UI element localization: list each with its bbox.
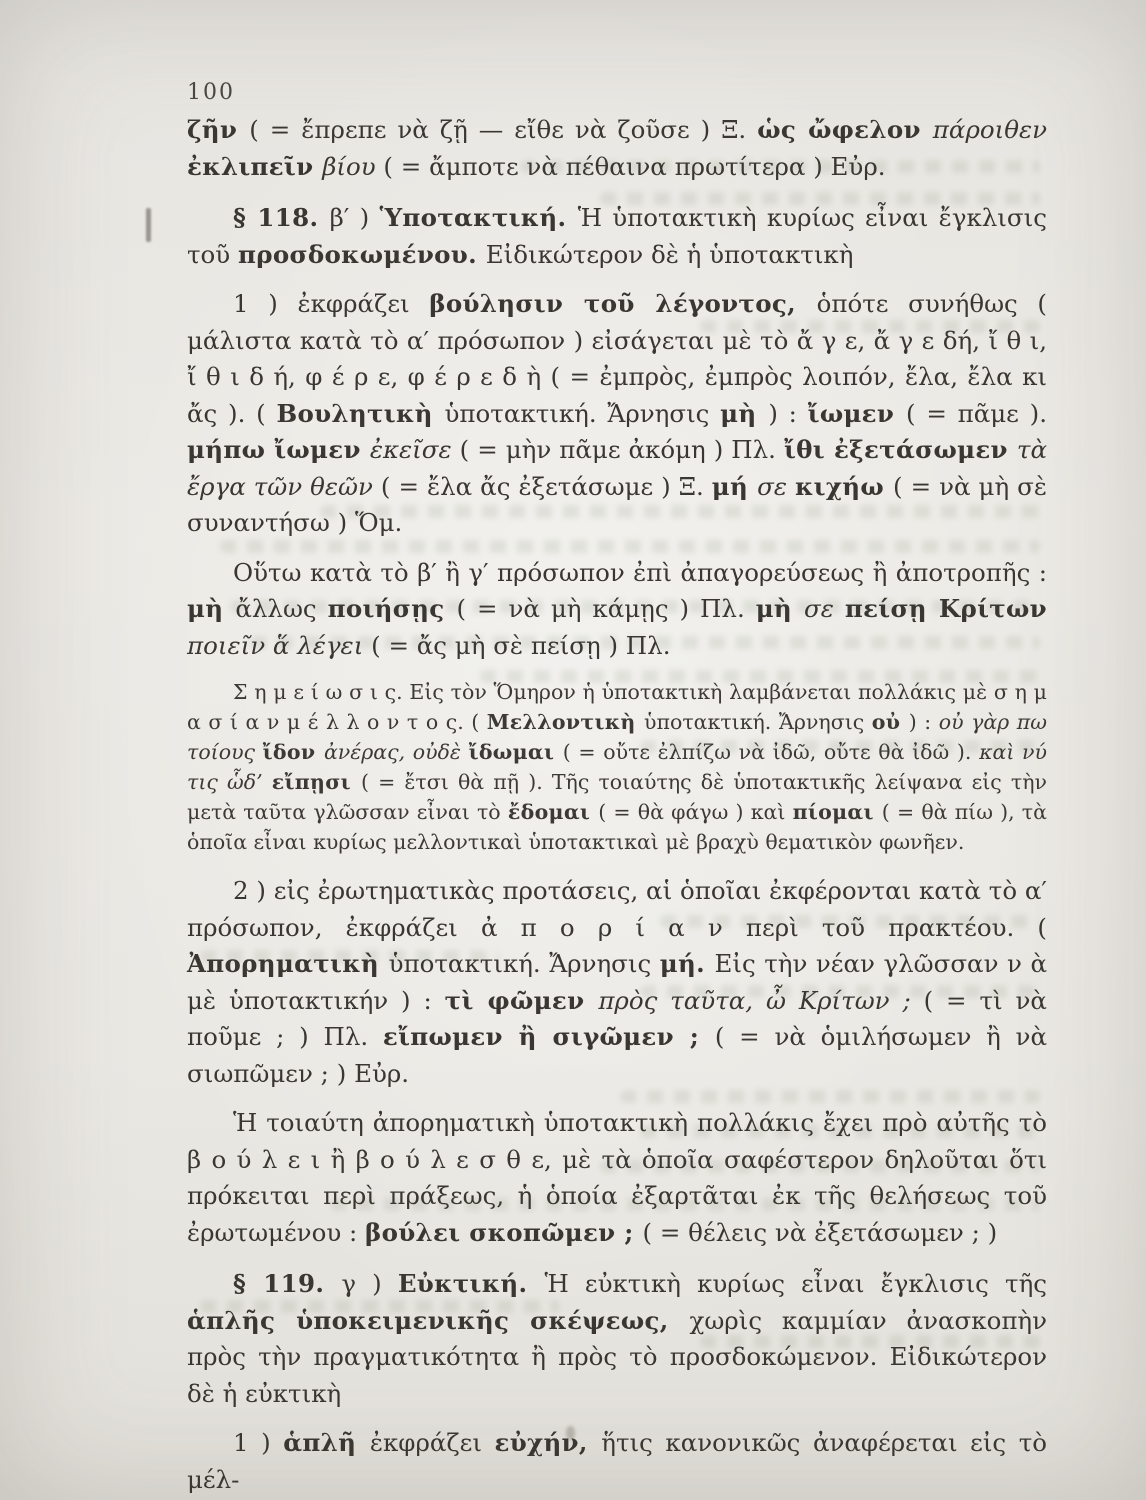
text-run: ἐκλιπεῖν [187,151,323,181]
text-run: προσδοκωμένου. [238,239,486,269]
text-run: κιχήω [795,471,894,501]
text-run: ποιεῖν ἅ λέγει [187,630,372,660]
text-run: Ἡ εὐκτικὴ κυρίως εἶναι ἔγκλισις τῆς [544,1269,1047,1298]
text-run: ( = τὶ νὰ ποῦμε ; ) Πλ. [187,985,1047,1051]
text-run: μὴ [755,594,805,623]
text-run: ἴδωμαι [468,740,563,764]
text-run: χωρὶς καμμίαν ἀνασκοπὴν πρὸς τὴν πραγματικότητα ἢ πρὸς τὸ προσδοκώμενον. Εἰδικώτερον δὲ ἡ εὐκτικὴ [187,1305,1047,1408]
text-run: § 119. [233,1269,342,1298]
text-run: 2 ) εἰς ἐρωτηματικὰς προτάσεις, αἱ ὁποῖαι ἐκφέρονται κατὰ τὸ α′ πρόσωπον, ἐκφράζει ἀ π ο ρ ί α ν περὶ τοῦ πρακτέου. ( [187,876,1047,942]
text-run: ποιήσῃς [327,594,457,623]
text-run: ( = ἔλα ἄς ἐξετάσωμε ) Ξ. [380,471,712,501]
text-run: βίου [322,151,384,181]
text-run: βούλησιν τοῦ λέγοντος, [429,289,817,318]
text-run: ἐκεῖσε [369,435,460,464]
text-run: Εὐκτική. [397,1269,545,1298]
text-run: ἴδον [262,740,324,764]
text-run: 1 ) ἐκφράζει [233,289,430,318]
text-run: μή. [659,949,715,978]
text-run: ) : [908,710,939,734]
text-run: ἄλλως [235,594,328,623]
text-run: εἴπῃσι [271,770,361,794]
text-run: Ἀπορηματικὴ [187,949,389,978]
paragraph-item-1-voluntative [187,286,1047,542]
text-run: ἴθι ἐξετάσωμεν [783,435,1017,464]
paragraph-section-119-heading [187,1266,1047,1412]
text-run: ὡς ὤφελον [757,115,933,144]
text-run: Ἡ ὑποτακτικὴ κυρίως εἶναι ἔγκλισις τοῦ [187,203,1047,269]
text-run: ( = θὰ φάγω ) καὶ [598,800,793,824]
text-run: σε [804,594,845,623]
text-run: ( = θὰ πίω ), τὰ ὁποῖα εἶναι κυρίως μελλοντικαὶ ὑποτακτικαὶ μὲ βραχὺ θεματικὸν φωνῆεν. [187,800,1047,854]
text-run: οὐ γὰρ πω τοίους [187,710,1047,764]
text-run: ζῆν [187,115,250,144]
text-run: πάροιθεν [932,115,1047,144]
text-run: ( = ἔπρεπε νὰ ζῇ — εἴθε νὰ ζοῦσε ) Ξ. [249,115,758,144]
paragraph-continuation-example [187,112,1047,185]
text-run: ( = νὰ μὴ κάμῃς ) Πλ. [456,594,756,623]
text-run: μὴ [720,398,769,428]
text-run: καὶ νύ τις ὧδ’ [187,740,1047,794]
text-run: ( = νὰ μὴ σὲ συναντήσω ) Ὅμ. [187,471,1047,537]
text-run: ( = νὰ ὁμιλήσωμεν ἢ νὰ σιωπῶμεν ; ) Εὐρ. [187,1022,1047,1088]
text-run: ἔδομαι [507,800,599,824]
text-run: ( = ἔτσι θὰ πῇ ). Τῆς τοιαύτης δὲ ὑποτακτικῆς λείψανα εἰς τὴν μετὰ ταῦτα γλῶσσαν εἶναι τὸ [187,770,1048,824]
text-run: ὁπότε συνήθως ( μάλιστα κατὰ τὸ α′ πρόσωπον ) εἰσάγεται μὲ τὸ ἄ γ ε, ἄ γ ε δή, ἴ θ ι, ἴ θ ι δ ή, φ έ ρ ε, φ έ ρ ε δ ὴ ( = ἐμπρὸς, ἐμπρὸς λοιπόν, ἔλα, ἔλα κι ἄς ). ( [187,289,1047,428]
text-run: οὐ [871,710,909,734]
text-run: Εἰς τὴν νέαν γλῶσσαν ν ὰ μὲ ὑποτακτικήν ) : [187,949,1047,1015]
text-run: ἁπλῆ [283,1428,370,1457]
text-run: ὑποτακτική. Ἄρνησις [644,710,872,734]
text-run: μὴ [187,594,236,623]
paragraph-note-homeric-subjunctive [187,677,1047,857]
paragraph-item-1-optative-wish [187,1425,1047,1498]
text-run: τὰ ἔργα τῶν θεῶν [187,435,1047,501]
paragraph-section-118-heading [187,200,1047,273]
text-run: Οὕτω κατὰ τὸ β′ ἢ γ′ πρόσωπον ἐπὶ ἀπαγορεύσεως ἢ ἀποτροπῆς : [233,557,1047,587]
text-run: ( = θέλεις νὰ ἐξετάσωμεν ; ) [642,1217,998,1247]
text-run: εὐχήν, [494,1428,602,1457]
text-run: Μελλοντικὴ [486,710,645,734]
paragraph-prohibitive-person-2-3 [187,555,1047,665]
text-run: Σ η μ ε ί ω σ ι ς. Εἰς τὸν Ὅμηρον ἡ ὑποτακτικὴ λαμβάνεται πολλάκις μὲ σ η μ α σ ί α ν μ έ λ λ ο ν τ ο ς. ( [187,680,1047,734]
text-run: ) : [768,398,808,428]
text-run: ἴωμεν [807,398,906,428]
paragraph-deliberative-boulei [187,1105,1047,1251]
text-run: ἁπλῆς ὑποκειμενικῆς σκέψεως, [187,1305,690,1335]
text-run: ὑποτακτική. Ἄρνησις [388,949,660,978]
text-run: ( = ἄς μὴ σὲ πείσῃ ) Πλ. [371,630,671,660]
text-run: ἥτις κανονικῶς ἀναφέρεται εἰς τὸ μέλ- [187,1428,1048,1494]
text-run: ἀνέρας, οὐδὲ [323,740,469,764]
text-run: β′ ) [329,203,380,232]
text-run: τὶ φῶμεν [444,985,599,1015]
text-run: εἴπωμεν ἢ σιγῶμεν ; [382,1022,715,1051]
text-run: σε [757,471,796,501]
text-run: ἐκφράζει [369,1428,495,1457]
text-run: ( = μὴν πᾶμε ἀκόμη ) Πλ. [459,435,784,464]
text-run: § 118. [233,203,330,232]
text-run: Εἰδικώτερον δὲ ἡ ὑποτακτικὴ [485,239,854,269]
text-run: μήπω ἴωμεν [187,435,370,464]
text-run: 1 ) [233,1428,284,1457]
text-run: πίομαι [792,800,882,824]
text-run: ( = πᾶμε ). [906,398,1047,428]
page-number: 100 [187,80,235,105]
text-run: Ἡ τοιαύτη ἀπορηματικὴ ὑποτακτικὴ πολλάκις ἔχει πρὸ αὐτῆς τὸ β ο ύ λ ε ι ἢ β ο ύ λ ε σ θ ε, μὲ τὰ ὁποῖα σαφέστερον δηλοῦται ὅτι πρόκειται περὶ πράξεως, ἡ ὁποία ἐξαρτᾶται ἐκ τῆς θελήσεως τοῦ ἐρωτωμένου : [187,1108,1047,1247]
text-run: Βουλητικὴ [276,398,445,428]
text-run: ( = ἄμποτε νὰ πέθαινα πρωτίτερα ) Εὐρ. [383,151,886,181]
text-run: πείσῃ Κρίτων [844,594,1047,623]
page-content [187,112,1047,1500]
text-run: πρὸς ταῦτα, ὦ Κρίτων ; [598,985,924,1015]
text-run: βούλει σκοπῶμεν ; [365,1217,643,1247]
scan-edge-mark [146,208,151,242]
text-run: μή [711,471,758,501]
paragraph-item-2-deliberative [187,873,1047,1092]
text-run: Ὑποτακτική. [379,203,578,232]
text-run: γ ) [341,1269,398,1298]
text-run: ( = οὔτε ἐλπίζω νὰ ἰδῶ, οὔτε θὰ ἰδῶ ). [562,740,980,764]
text-run: ὑποτακτική. Ἄρνησις [444,398,721,428]
